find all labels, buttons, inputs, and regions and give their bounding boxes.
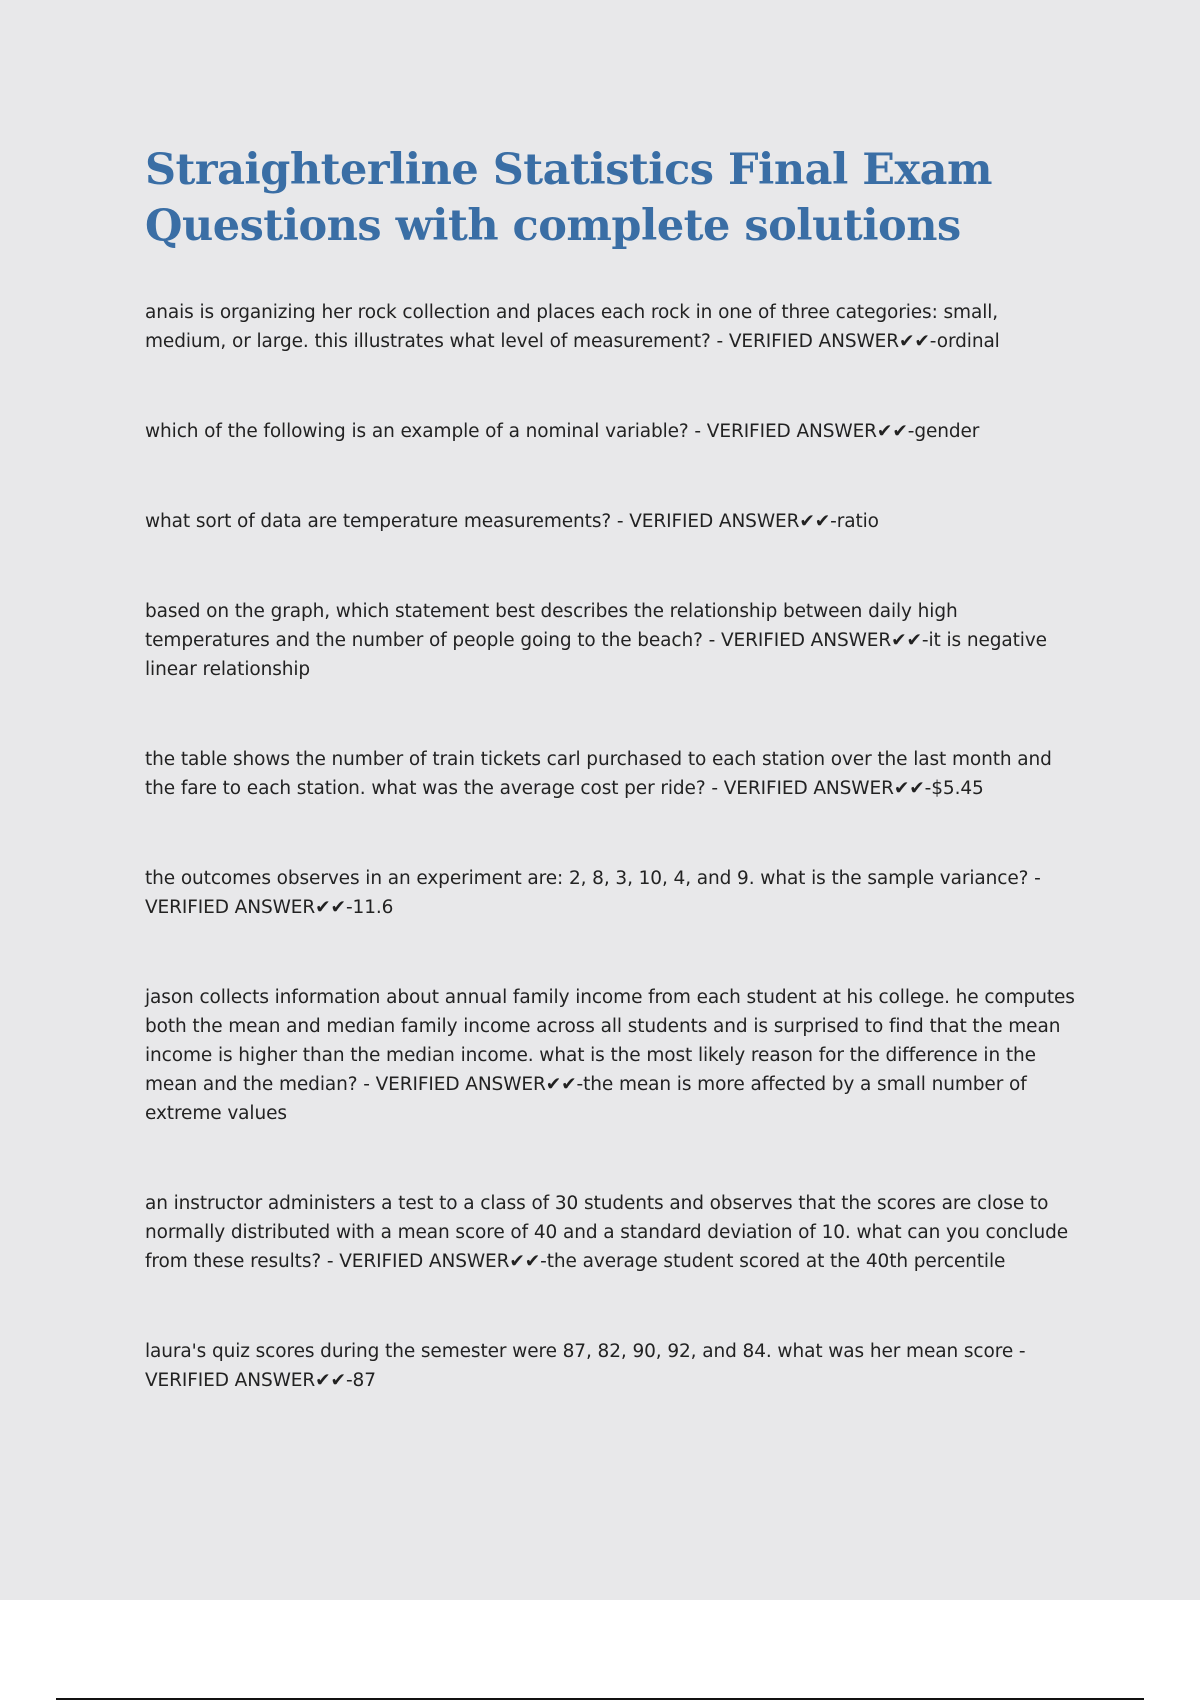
- document-title: [145, 142, 1085, 254]
- question-text: the outcomes observes in an experiment are: 2, 8, 3, 10, 4, and 9. what is the sample variance?: [145, 868, 1029, 889]
- verified-answer-label: VERIFIED ANSWER✔✔-: [339, 1251, 547, 1272]
- verified-answer-label: VERIFIED ANSWER✔✔-: [720, 630, 929, 651]
- verified-answer-label: VERIFIED ANSWER✔✔-: [629, 511, 837, 532]
- verified-answer-label: VERIFIED ANSWER✔✔-: [375, 1074, 584, 1095]
- answer-separator: -: [1028, 868, 1041, 889]
- qa-item: [145, 983, 1085, 1128]
- question-text: anais is organizing her rock collection and places each rock in one of three categories: small, medium, or large. this illustrates what level of measurement?: [145, 302, 999, 352]
- verified-answer-label: VERIFIED ANSWER✔✔-: [145, 897, 353, 918]
- answer-text: the mean is more affected by a small number of extreme values: [145, 1074, 1027, 1124]
- answer-separator: -: [321, 1251, 340, 1272]
- verified-answer-label: VERIFIED ANSWER✔✔-: [706, 421, 915, 442]
- qa-item: [145, 507, 1085, 536]
- question-text: an instructor administers a test to a class of 30 students and observes that the scores are close to normally distributed with a mean score of 40 and a standard deviation of 10. what can you conclude from these results?: [145, 1193, 1069, 1272]
- qa-item: [145, 745, 1085, 803]
- question-text: the table shows the number of train tickets carl purchased to each station over the last month and the fare to each station. what was the average cost per ride?: [145, 749, 1052, 799]
- question-text: laura's quiz scores during the semester were 87, 82, 90, 92, and 84. what was her mean score: [145, 1341, 1014, 1362]
- answer-text: ratio: [836, 511, 879, 532]
- qa-item: [145, 597, 1085, 684]
- question-text: jason collects information about annual family income from each student at his college. he computes both the mean and median family income across all students and is surprised to find that the mean income is higher than the median income. what is the most likely reason for the difference in the mean and the median?: [145, 987, 1075, 1095]
- qa-item: [145, 1189, 1085, 1276]
- answer-text: the average student scored at the 40th percentile: [546, 1251, 1006, 1272]
- question-text: which of the following is an example of a nominal variable?: [145, 421, 689, 442]
- answer-separator: -: [1013, 1341, 1026, 1362]
- document-content: [145, 142, 1085, 1456]
- title-line-1: Straighterline Statistics Final Exam: [145, 145, 993, 195]
- qa-list: [145, 298, 1085, 1395]
- answer-text: ordinal: [936, 331, 1000, 352]
- qa-item: [145, 864, 1085, 922]
- question-text: what sort of data are temperature measurements?: [145, 511, 612, 532]
- verified-answer-label: VERIFIED ANSWER✔✔-: [728, 331, 937, 352]
- qa-item: [145, 417, 1085, 446]
- verified-answer-label: VERIFIED ANSWER✔✔-: [145, 1370, 353, 1391]
- answer-separator: -: [705, 778, 724, 799]
- answer-separator: -: [357, 1074, 376, 1095]
- answer-separator: -: [688, 421, 707, 442]
- answer-text: gender: [914, 421, 980, 442]
- answer-text: it is negative linear relationship: [145, 630, 1047, 680]
- answer-text: 11.6: [352, 897, 394, 918]
- answer-separator: -: [702, 630, 721, 651]
- qa-item: [145, 298, 1085, 356]
- answer-text: $5.45: [931, 778, 984, 799]
- question-text: based on the graph, which statement best describes the relationship between daily high temperatures and the number of people going to the beach?: [145, 601, 958, 651]
- verified-answer-label: VERIFIED ANSWER✔✔-: [723, 778, 932, 799]
- answer-text: 87: [352, 1370, 376, 1391]
- title-line-2: Questions with complete solutions: [145, 201, 961, 251]
- answer-separator: -: [611, 511, 630, 532]
- answer-separator: -: [710, 331, 729, 352]
- qa-item: [145, 1337, 1085, 1395]
